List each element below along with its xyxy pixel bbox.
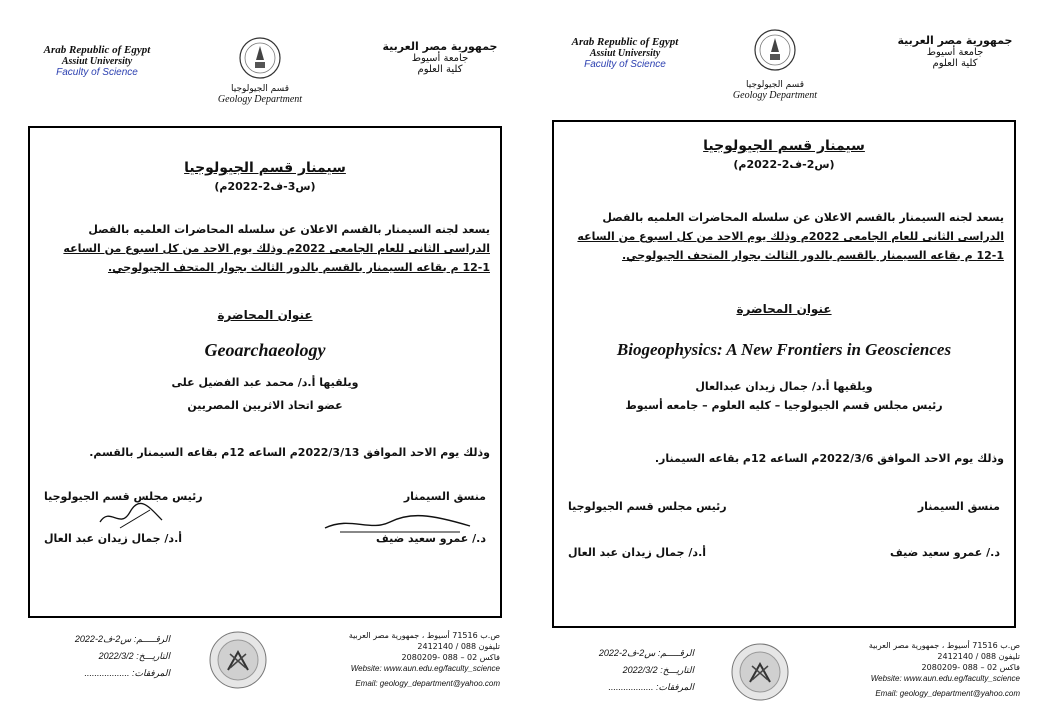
fax-line: فاكس 02 – 088 -2080209	[401, 653, 500, 662]
footer-reference: الرقـــــم: س2-ف2-2022 التاريـــخ: 2022/3/2 المرفقات: ..................	[74, 634, 170, 678]
fax-line: فاكس 02 – 088 -2080209	[921, 663, 1020, 672]
coordinator-title: منسق السيمنار	[403, 490, 486, 503]
date-label: التاريـــخ:	[136, 651, 170, 661]
date-label: التاريـــخ:	[660, 665, 694, 675]
dept-name-english: Geology Department	[217, 94, 303, 105]
announcement-box	[552, 120, 1016, 628]
coordinator-title: منسق السيمنار	[917, 500, 1000, 513]
head-title: رئيس مجلس قسم الجيولوجيا	[44, 490, 203, 503]
header-en-faculty: Faculty of Science	[584, 59, 666, 70]
announcement-intro	[564, 208, 1004, 265]
attachments-label: المرفقات:	[656, 682, 694, 692]
seminar-code: (س3-ف2-2022م)	[214, 180, 316, 193]
footer-reference: الرقـــــم: س2-ف2-2022 التاريـــخ: 2022/3/2 المرفقات: ..................	[598, 648, 694, 692]
intro-line: يسعد لجنه السيمنار بالقسم الاعلان عن سلسله المحاضرات العلميه بالفصل	[602, 211, 1004, 224]
department-seal	[208, 630, 268, 694]
header-ar-country: جمهورية مصر العربية	[382, 40, 498, 53]
dept-name-arabic: قسم الجيولوجيا	[230, 84, 289, 94]
seminar-code: (س2-ف2-2022م)	[733, 158, 835, 171]
announcement-intro	[40, 220, 490, 277]
header-english	[22, 44, 172, 78]
lecture-date: وذلك يوم الاحد الموافق 2022/3/13م الساعه 12م بقاعه السيمنار بالقسم.	[89, 446, 490, 459]
speaker-block	[40, 376, 490, 412]
dept-name-english: Geology Department	[732, 90, 818, 101]
head-signature-icon	[90, 500, 170, 534]
lecture-heading-block	[564, 302, 1004, 316]
intro-line: 12-1 م بقاعه السيمنار بالقسم بالدور الثالث بجوار المتحف الجيولوجي.	[621, 249, 1004, 262]
ref-label: الرقـــــم:	[657, 648, 694, 658]
coordinator-name: د./ عمرو سعيد ضيف	[890, 546, 1000, 559]
announcement-page-right	[520, 0, 1040, 720]
lecture-heading: عنوان المحاضرة	[217, 308, 313, 322]
head-title: رئيس مجلس قسم الجيولوجيا	[568, 500, 727, 513]
footer-contact	[290, 630, 500, 689]
header-en-country: Arab Republic of Egypt	[571, 36, 679, 48]
footer-contact	[810, 640, 1020, 699]
header-en-university: Assiut University	[589, 48, 661, 59]
address-line: ص.ب 71516 أسيوط ، جمهورية مصر العربية	[868, 641, 1020, 650]
intro-line: الدراسى الثانى للعام الجامعى 2022م وذلك يوم الاحد من كل اسبوع من الساعه	[577, 230, 1004, 243]
seminar-title: سيمنار قسم الجيولوجيا	[703, 138, 865, 154]
header-ar-university: جامعة أسيوط	[926, 47, 984, 58]
header-en-country: Arab Republic of Egypt	[43, 44, 151, 56]
department-seal-icon	[730, 642, 790, 702]
ref-label: الرقـــــم:	[133, 634, 170, 644]
lecture-title-block	[40, 340, 490, 361]
header-ar-country: جمهورية مصر العربية	[897, 34, 1013, 47]
department-seal-icon	[208, 630, 268, 690]
lecture-heading: عنوان المحاضرة	[736, 302, 832, 316]
announcement-title-block	[564, 138, 1004, 171]
department-seal	[730, 642, 790, 706]
lecture-title-block	[564, 340, 1004, 360]
signature-names	[44, 532, 486, 545]
announcement-title-block	[40, 160, 490, 193]
faculty-logo	[705, 28, 845, 101]
header-english	[550, 36, 700, 70]
seminar-title: سيمنار قسم الجيولوجيا	[184, 160, 346, 176]
attachments-label: المرفقات:	[132, 668, 170, 678]
ref-value: س2-ف2-2022	[598, 648, 656, 658]
speaker-affiliation: رئيس مجلس قسم الجيولوجيا – كليه العلوم – جامعه أسيوط	[625, 399, 943, 412]
header-arabic	[380, 40, 500, 75]
coordinator-name: د./ عمرو سعيد ضيف	[376, 532, 486, 545]
website-line: Website: www.aun.edu.eg/faculty_science	[350, 664, 500, 673]
signature-titles	[568, 500, 1000, 513]
header-ar-university: جامعة أسيوط	[411, 53, 469, 64]
header-arabic	[890, 34, 1020, 69]
phone-line: تليفون 088 / 2412140	[417, 642, 500, 651]
header-ar-faculty: كلية العلوم	[417, 64, 463, 75]
announcement-box	[28, 126, 502, 618]
lecture-date: وذلك يوم الاحد الموافق 2022/3/6م الساعه 12م بقاعه السيمنار.	[654, 452, 1004, 465]
header-en-faculty: Faculty of Science	[56, 67, 138, 78]
faculty-emblem-icon	[238, 36, 282, 80]
lecture-title: Biogeophysics: A New Frontiers in Geosciences	[616, 340, 952, 359]
header-ar-faculty: كلية العلوم	[932, 58, 978, 69]
lecture-heading-block	[40, 308, 490, 322]
intro-line: يسعد لجنه السيمنار بالقسم الاعلان عن سلسله المحاضرات العلميه بالفصل	[88, 223, 490, 236]
signature-names	[568, 546, 1000, 559]
head-name: أ.د/ جمال زيدان عبد العال	[568, 546, 707, 559]
ref-value: س2-ف2-2022	[74, 634, 132, 644]
date-block	[564, 452, 1004, 465]
faculty-logo	[190, 36, 330, 105]
date-block	[40, 446, 490, 459]
intro-line: الدراسى الثانى للعام الجامعى 2022م وذلك يوم الاحد من كل اسبوع من الساعه	[63, 242, 490, 255]
website-line: Website: www.aun.edu.eg/faculty_science	[870, 674, 1020, 683]
head-name: أ.د/ جمال زيدان عبد العال	[44, 532, 183, 545]
address-line: ص.ب 71516 أسيوط ، جمهورية مصر العربية	[348, 631, 500, 640]
date-value: 2022/3/2	[98, 651, 134, 661]
lecture-title: Geoarchaeology	[204, 340, 326, 360]
phone-line: تليفون 088 / 2412140	[937, 652, 1020, 661]
speaker-block	[564, 380, 1004, 412]
dept-name-arabic: قسم الجيولوجيا	[745, 80, 804, 90]
email-line: Email: geology_department@yahoo.com	[355, 679, 500, 688]
header-en-university: Assiut University	[61, 56, 133, 67]
faculty-emblem-icon	[753, 28, 797, 72]
intro-line: 12-1 م بقاعه السيمنار بالقسم بالدور الثالث بجوار المتحف الجيولوجي.	[107, 261, 490, 274]
date-value: 2022/3/2	[622, 665, 658, 675]
speaker-name: ويلقيها أ.د/ جمال زيدان عبدالعال	[695, 380, 873, 393]
speaker-affiliation: عضو اتحاد الاثريين المصريين	[187, 399, 343, 412]
email-line: Email: geology_department@yahoo.com	[875, 689, 1020, 698]
speaker-name: ويلقيها أ.د/ محمد عبد الفضيل على	[171, 376, 359, 389]
